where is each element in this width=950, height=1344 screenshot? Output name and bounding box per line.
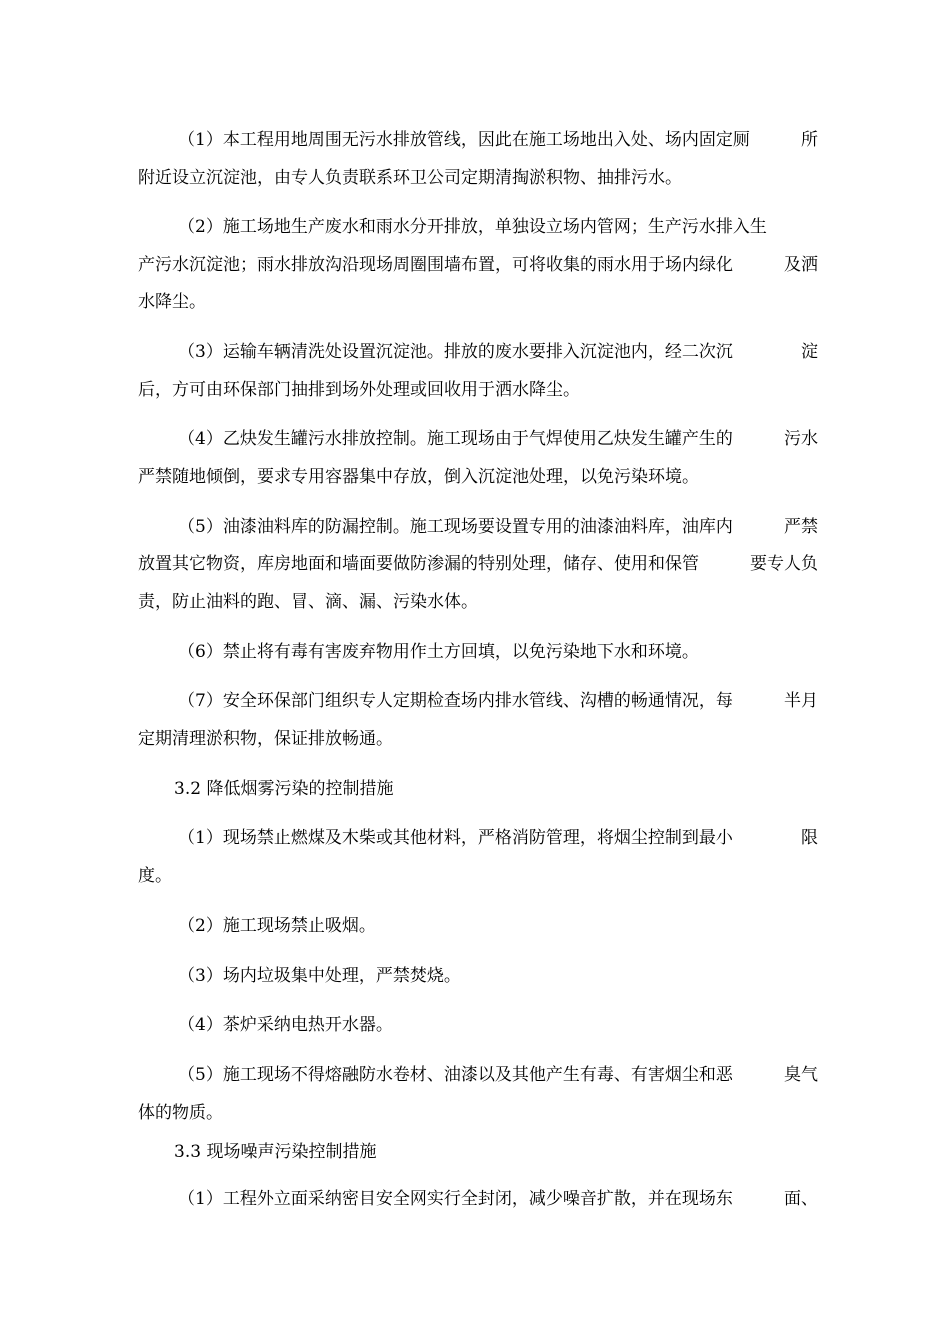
paragraph-7-line-2: 定期清理淤积物，保证排放畅通。 [138, 729, 393, 749]
section-heading-3-2: 3.2 降低烟雾污染的控制措施 [174, 779, 394, 799]
smoke-item-1-line-2: 度。 [138, 866, 172, 886]
section-heading-3-3: 3.3 现场噪声污染控制措施 [174, 1142, 377, 1162]
paragraph-3-line-1: （3）运输车辆清洗处设置沉淀池。排放的废水要排入沉淀池内，经二次沉 淀 [178, 342, 818, 362]
smoke-item-4: （4）茶炉采纳电热开水器。 [178, 1015, 393, 1035]
paragraph-2-line-1: （2）施工场地生产废水和雨水分开排放，单独设立场内管网；生产污水排入生 [178, 217, 767, 237]
paragraph-7-line-1: （7）安全环保部门组织专人定期检查场内排水管线、沟槽的畅通情况，每 半月 [178, 691, 818, 711]
smoke-item-2: （2）施工现场禁止吸烟。 [178, 916, 376, 936]
noise-item-1-line-1: （1）工程外立面采纳密目安全网实行全封闭，减少噪音扩散，并在现场东 面、 [178, 1189, 818, 1209]
paragraph-6-line-1: （6）禁止将有毒有害废弃物用作土方回填，以免污染地下水和环境。 [178, 642, 699, 662]
paragraph-2-line-3: 水降尘。 [138, 292, 206, 312]
paragraph-4-line-2: 严禁随地倾倒，要求专用容器集中存放，倒入沉淀池处理，以免污染环境。 [138, 467, 699, 487]
paragraph-3-line-2: 后，方可由环保部门抽排到场外处理或回收用于洒水降尘。 [138, 380, 580, 400]
paragraph-4-line-1: （4）乙炔发生罐污水排放控制。施工现场由于气焊使用乙炔发生罐产生的 污水 [178, 429, 818, 449]
paragraph-2-line-2: 产污水沉淀池；雨水排放沟沿现场周圈围墙布置，可将收集的雨水用于场内绿化 及洒 [138, 255, 818, 275]
paragraph-5-line-2: 放置其它物资，库房地面和墙面要做防渗漏的特别处理，储存、使用和保管 要专人负 [138, 554, 818, 574]
paragraph-1-line-2: 附近设立沉淀池，由专人负责联系环卫公司定期清掏淤积物、抽排污水。 [138, 168, 682, 188]
paragraph-5-line-3: 责，防止油料的跑、冒、滴、漏、污染水体。 [138, 592, 478, 612]
smoke-item-5-line-2: 体的物质。 [138, 1103, 223, 1123]
smoke-item-5-line-1: （5）施工现场不得熔融防水卷材、油漆以及其他产生有毒、有害烟尘和恶 臭气 [178, 1065, 818, 1085]
paragraph-1-line-1: （1）本工程用地周围无污水排放管线，因此在施工场地出入处、场内固定厕 所 [178, 130, 818, 150]
smoke-item-3: （3）场内垃圾集中处理，严禁焚烧。 [178, 966, 461, 986]
smoke-item-1-line-1: （1）现场禁止燃煤及木柴或其他材料，严格消防管理，将烟尘控制到最小 限 [178, 828, 818, 848]
paragraph-5-line-1: （5）油漆油料库的防漏控制。施工现场要设置专用的油漆油料库，油库内 严禁 [178, 517, 818, 537]
